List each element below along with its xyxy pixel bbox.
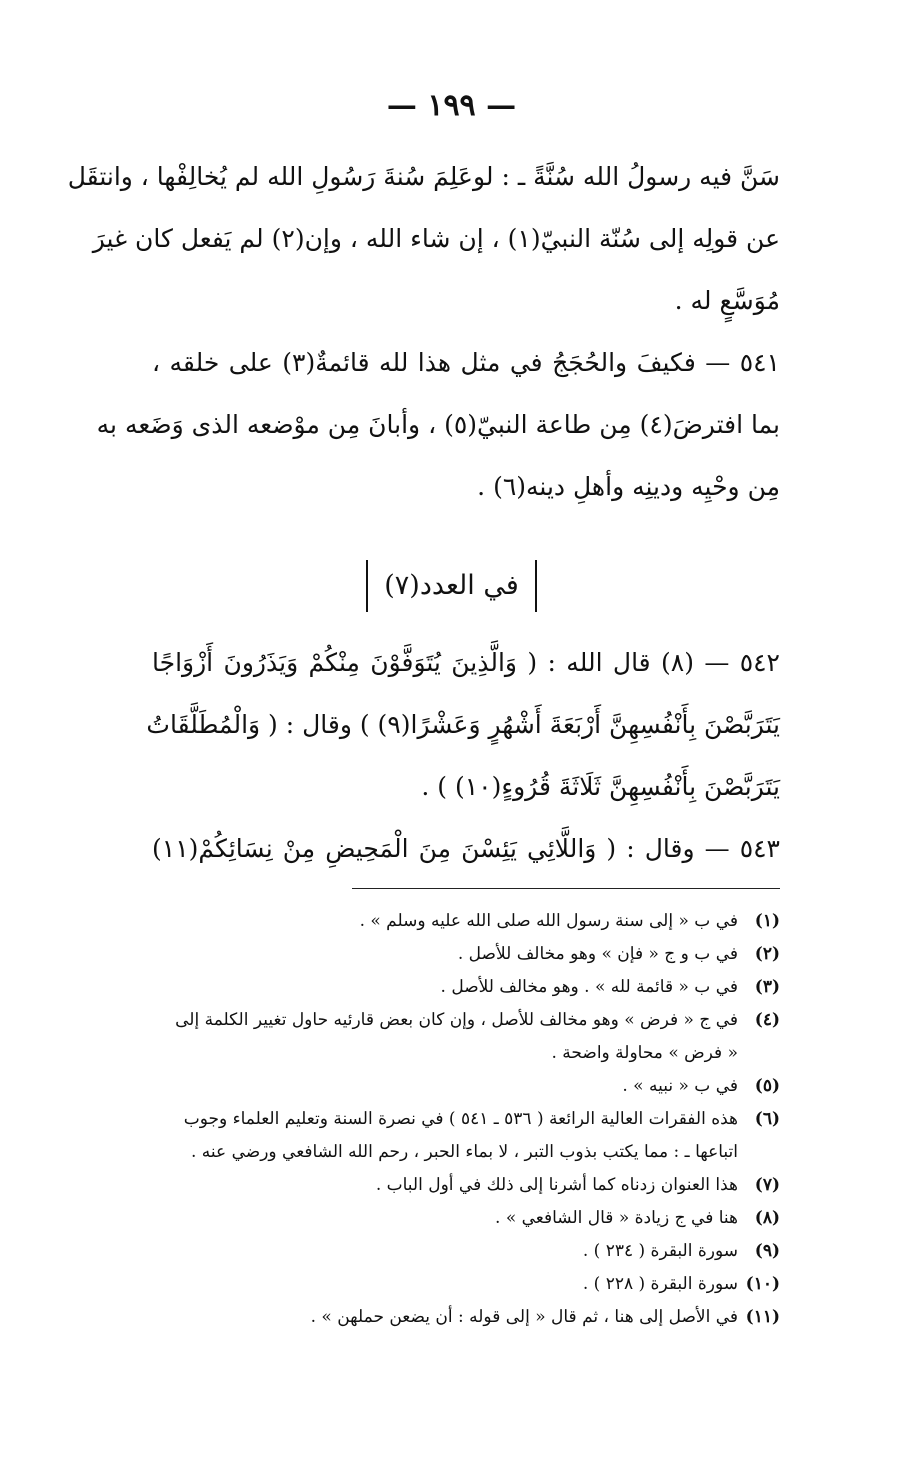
- text-line: ٥٤٢ — (٨) قال الله : ( وَالَّذِينَ يُتَوَفَّوْنَ مِنْكُمْ وَيَذَرُونَ أَزْوَاجًا: [152, 648, 780, 677]
- footnote-number: (٧): [754, 1175, 780, 1195]
- footnote: [140, 1070, 780, 1103]
- footnotes: [140, 905, 780, 1334]
- footnote-text: في ب و ج « فإن » وهو مخالف للأصل .: [457, 944, 738, 964]
- text-line: سَنَّ فيه رسولُ الله سُنَّةً ـ : لوعَلِمَ سُنةَ رَسُولِ الله لم يُخالِفْها ، وانتقَل: [67, 162, 780, 191]
- footnote: [140, 971, 780, 1004]
- footnote-text: في ب « إلى سنة رسول الله صلى الله عليه وسلم » .: [359, 911, 738, 931]
- footnote-text: في ب « قائمة لله » . وهو مخالف للأصل .: [440, 977, 738, 997]
- footnote: [140, 1235, 780, 1268]
- footnote: [140, 1301, 780, 1334]
- footnote: [140, 938, 780, 971]
- footnote-text: سورة البقرة ( ٢٢٨ ) .: [582, 1274, 738, 1294]
- footnote-text: سورة البقرة ( ٢٣٤ ) .: [582, 1241, 738, 1261]
- footnote-number: (٣): [754, 977, 780, 997]
- footnote-divider: [352, 888, 780, 889]
- footnote-number: (٨): [754, 1208, 780, 1228]
- footnote-number: (٦): [754, 1109, 780, 1129]
- footnote-text: في الأصل إلى هنا ، ثم قال « إلى قوله : أن يضعن حملهن » .: [310, 1307, 738, 1327]
- section-heading: [0, 560, 903, 612]
- text-line: ٥٤٣ — وقال : ( وَاللَّائِي يَئِسْنَ مِنَ الْمَحِيضِ مِنْ نِسَائِكُمْ(١١): [152, 834, 780, 863]
- footnote-number: (٥): [754, 1076, 780, 1096]
- footnote-text: هنا في ج زيادة « قال الشافعي » .: [495, 1208, 738, 1228]
- footnote-text: هذه الفقرات العالية الرائعة ( ٥٣٦ ـ ٥٤١ ) في نصرة السنة وتعليم العلماء وجوب: [183, 1109, 738, 1129]
- footnote-number: (٩): [754, 1241, 780, 1261]
- footnote-number: (١٠): [745, 1274, 780, 1294]
- text-line: يَتَرَبَّصْنَ بِأَنْفُسِهِنَّ أَرْبَعَةَ أَشْهُرٍ وَعَشْرًا(٩) ) وقال : ( وَالْمُطَلَّقَاتُ: [146, 710, 780, 739]
- footnote: [140, 1004, 780, 1037]
- footnote-number: (٤): [754, 1010, 780, 1030]
- footnote: [140, 1268, 780, 1301]
- footnote-number: (١١): [745, 1307, 780, 1327]
- footnote-continuation: [140, 1136, 780, 1169]
- page-number: — ١٩٩ —: [386, 88, 517, 123]
- footnote-text: في ب « نبيه » .: [622, 1076, 738, 1096]
- section-heading-label: في العدد(٧): [366, 560, 537, 612]
- text-line: عن قولِه إلى سُنّة النبيّ(١) ، إن شاء الله ، وإن(٢) لم يَفعل كان غيرَ: [92, 224, 780, 253]
- footnote-text: « فرض » محاولة واضحة .: [551, 1043, 738, 1063]
- footnote: [140, 905, 780, 938]
- footnote: [140, 1103, 780, 1136]
- text-line: يَتَرَبَّصْنَ بِأَنْفُسِهِنَّ ثَلَاثَةَ قُرُوءٍ(١٠) ) .: [421, 772, 780, 801]
- text-line: ٥٤١ — فكيفَ والحُجَجُ في مثل هذا لله قائمةٌ(٣) على خلقه ،: [152, 348, 780, 377]
- text-line: مِن وحْيِه ودينِه وأهلِ دينه(٦) .: [477, 472, 780, 501]
- footnote-number: (٢): [754, 944, 780, 964]
- footnote-number: (١): [754, 911, 780, 931]
- text-line: مُوَسَّعٍ له .: [674, 286, 780, 315]
- body-text-top: [67, 146, 780, 518]
- footnote: [140, 1202, 780, 1235]
- footnote-text: في ج « فرض » وهو مخالف للأصل ، وإن كان بعض قارئيه حاول تغيير الكلمة إلى: [175, 1010, 738, 1030]
- text-line: بما افترضَ(٤) مِن طاعة النبيّ(٥) ، وأبانَ مِن موْضعه الذى وَضَعه به: [96, 410, 780, 439]
- footnote-continuation: [140, 1037, 780, 1070]
- footnote: [140, 1169, 780, 1202]
- body-text-bottom: [146, 632, 780, 880]
- footnote-text: اتباعها ـ : مما يكتب بذوب التبر ، لا بماء الحبر ، رحم الله الشافعي ورضي عنه .: [191, 1142, 738, 1162]
- footnote-text: هذا العنوان زدناه كما أشرنا إلى ذلك في أول الباب .: [375, 1175, 738, 1195]
